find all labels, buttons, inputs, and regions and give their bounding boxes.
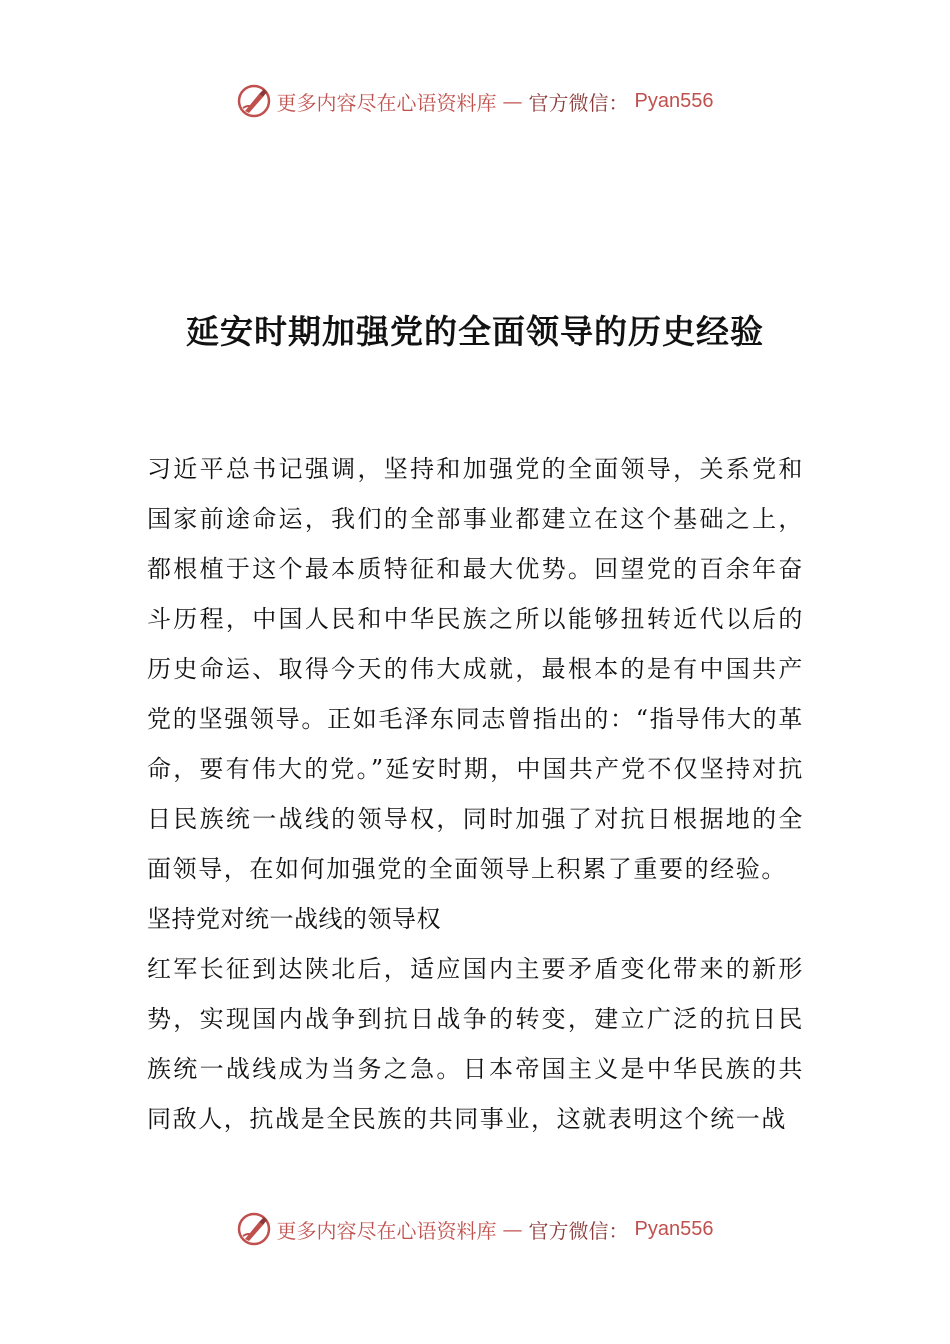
- document-body: [147, 444, 804, 1144]
- wechat-label: 官方微信：: [528, 90, 629, 115]
- section-paragraph: 红军长征到达陕北后，适应国内主要矛盾变化带来的新形势，实现国内战争到抗日战争的转变，建立广泛的抗日民族统一战线成为当务之急。日本帝国主义是中华民族的共同敌人，抗战是全民族的共同事业，这就表明这个统一战: [147, 955, 804, 1133]
- banner-separator: —: [502, 89, 523, 113]
- banner-text: 更多内容尽在心语资料库: [276, 1218, 497, 1243]
- document-title: 延安时期加强党的全面领导的历史经验: [186, 312, 764, 351]
- section-heading: 坚持党对统一战线的领导权: [147, 905, 441, 933]
- header-banner: [0, 84, 950, 118]
- intro-paragraph: 习近平总书记强调，坚持和加强党的全面领导，关系党和国家前途命运，我们的全部事业都建立在这个基础之上，都根植于这个最本质特征和最大优势。回望党的百余年奋斗历程，中国人民和中华民族之所以能够扭转近代以后的历史命运、取得今天的伟大成就，最根本的是有中国共产党的坚强领导。正如毛泽东同志曾指出的：“指导伟大的革命，要有伟大的党。”延安时期，中国共产党不仅坚持对抗日民族统一战线的领导权，同时加强了对抗日根据地的全面领导，在如何加强党的全面领导上积累了重要的经验。: [147, 455, 804, 883]
- wechat-id: Pyan556: [634, 1217, 714, 1240]
- footer-banner: [0, 1212, 950, 1246]
- wechat-id: Pyan556: [634, 89, 714, 112]
- banner-separator: —: [502, 1217, 523, 1241]
- banner-text: 更多内容尽在心语资料库: [276, 90, 497, 115]
- pen-nib-logo-icon: [237, 84, 271, 118]
- pen-nib-logo-icon: [237, 1212, 271, 1246]
- wechat-label: 官方微信：: [528, 1218, 629, 1243]
